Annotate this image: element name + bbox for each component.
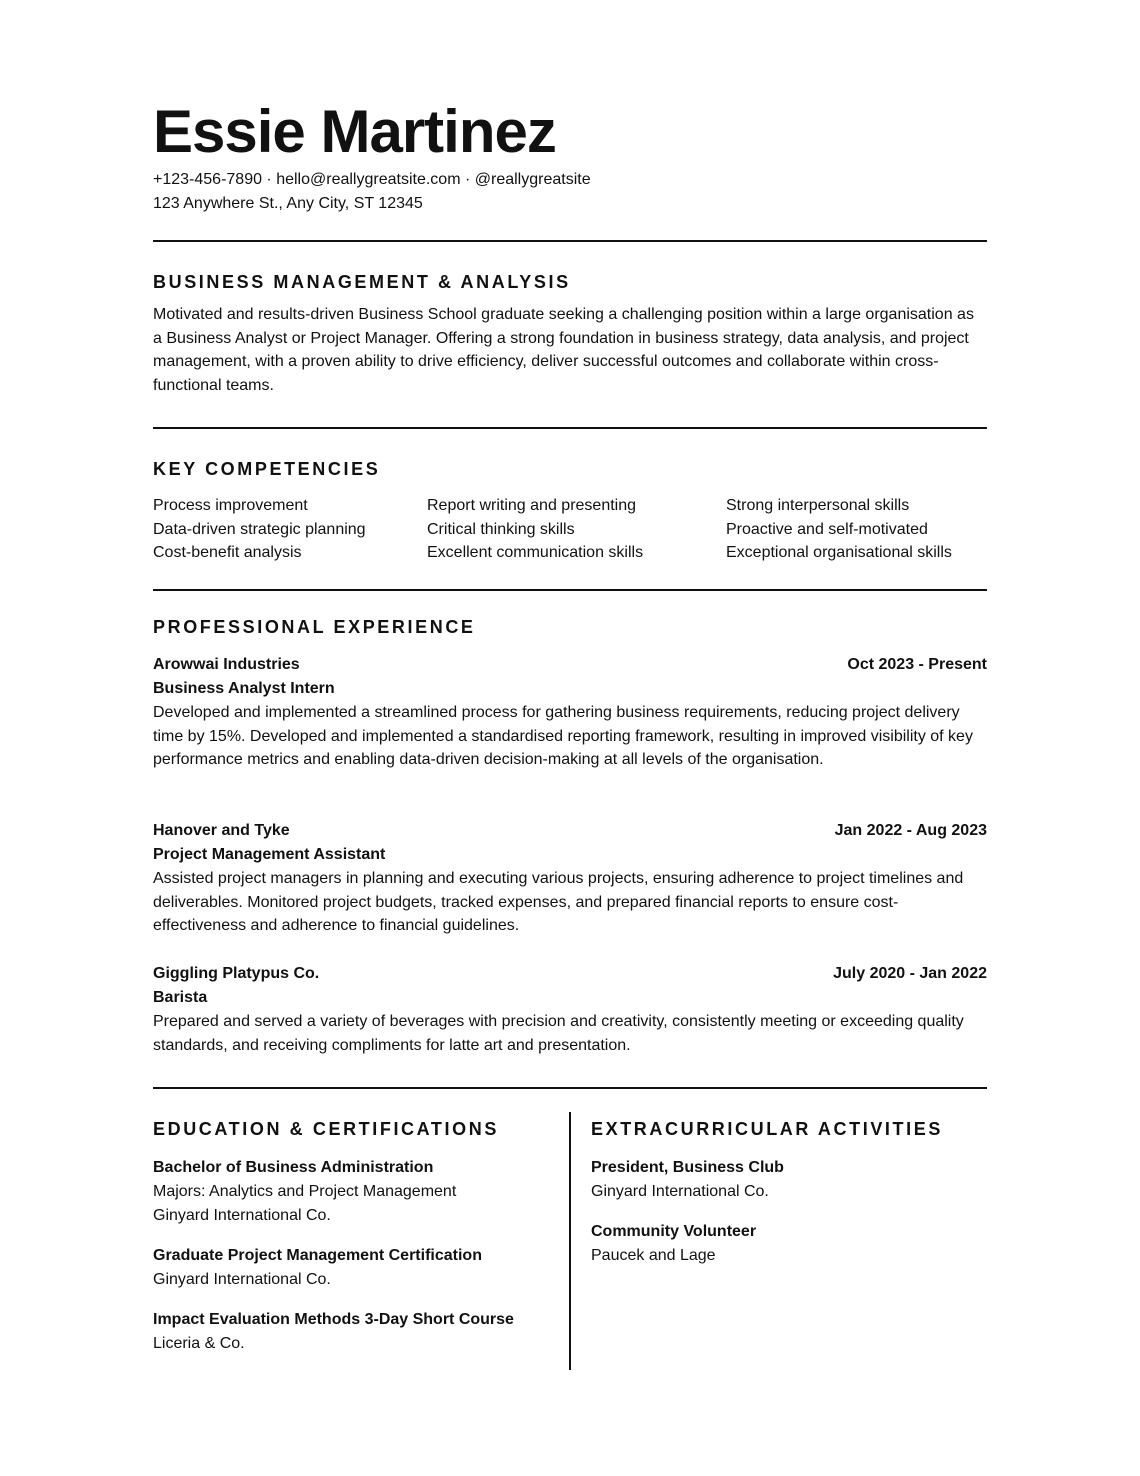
summary-title: BUSINESS MANAGEMENT & ANALYSIS <box>153 272 571 292</box>
job-entry <box>153 819 987 938</box>
competency-column <box>427 494 643 565</box>
entry-line: Paucek and Lage <box>591 1247 716 1264</box>
entry-title: Community Volunteer <box>591 1223 757 1240</box>
job-role: Barista <box>153 989 208 1006</box>
job-company: Arowwai Industries <box>153 656 300 673</box>
competency-item: Excellent communication skills <box>427 544 644 562</box>
divider-rule <box>153 1087 987 1089</box>
competency-item: Report writing and presenting <box>427 497 637 514</box>
competency-item: Proactive and self-motivated <box>726 520 928 538</box>
entry-title: Graduate Project Management Certification <box>153 1247 482 1264</box>
job-header <box>153 962 987 986</box>
extracurricular-title: EXTRACURRICULAR ACTIVITIES <box>591 1119 943 1139</box>
activity-entry <box>591 1220 756 1268</box>
divider-rule <box>153 240 987 242</box>
column-divider <box>569 1112 571 1370</box>
entry-line: Majors: Analytics and Project Management <box>153 1183 457 1200</box>
contact-block <box>153 168 591 216</box>
divider-rule <box>153 589 987 591</box>
job-role: Business Analyst Intern <box>153 680 335 697</box>
job-description: Prepared and served a variety of beverages with precision and creativity, consistently meeting or exceeding quality standards, and receiving compliments for latte art and presentation. <box>153 1013 964 1054</box>
competency-item: Exceptional organisational skills <box>726 544 952 562</box>
job-dates: Jan 2022 - Aug 2023 <box>834 822 987 839</box>
entry-title: President, Business Club <box>591 1159 784 1176</box>
competency-item: Critical thinking skills <box>427 520 575 538</box>
job-dates: Oct 2023 - Present <box>847 656 987 673</box>
entry-title: Impact Evaluation Methods 3-Day Short Course <box>153 1311 514 1328</box>
job-description: Developed and implemented a streamlined process for gathering business requirements, reducing project delivery time by 15%. Developed and implemented a standardised reporting framework, resulting in improved visibility of key performance metrics and enabling data-driven decision-making at all levels of the organisation. <box>153 704 973 769</box>
competency-item: Process improvement <box>153 497 308 514</box>
job-header <box>153 653 987 677</box>
entry-line: Ginyard International Co. <box>153 1271 331 1288</box>
competency-column <box>726 494 952 565</box>
job-company: Giggling Platypus Co. <box>153 965 320 982</box>
candidate-name: Essie Martinez <box>153 98 556 165</box>
activity-entry <box>591 1156 784 1204</box>
address-line: 123 Anywhere St., Any City, ST 12345 <box>153 195 423 212</box>
experience-title: PROFESSIONAL EXPERIENCE <box>153 617 476 637</box>
competencies-title: KEY COMPETENCIES <box>153 459 381 479</box>
entry-title: Bachelor of Business Administration <box>153 1159 434 1176</box>
summary-text: Motivated and results-driven Business School graduate seeking a challenging position within a large organisation as a Business Analyst or Project Manager. Offering a strong foundation in business strategy, data analysis, and project management, with a proven ability to drive efficiency, deliver successful outcomes and collaborate within cross-functional teams. <box>153 306 974 394</box>
job-dates: July 2020 - Jan 2022 <box>833 965 987 982</box>
education-entry <box>153 1244 482 1292</box>
contact-line: +123-456-7890 · hello@reallygreatsite.com · @reallygreatsite <box>153 171 591 188</box>
entry-line: Ginyard International Co. <box>153 1207 331 1224</box>
job-header <box>153 819 987 843</box>
competency-column <box>153 494 366 565</box>
job-company: Hanover and Tyke <box>153 822 290 839</box>
education-title: EDUCATION & CERTIFICATIONS <box>153 1119 499 1139</box>
job-description: Assisted project managers in planning and executing various projects, ensuring adherence to project timelines and deliverables. Monitored project budgets, tracked expenses, and prepared financial reports to ensure cost-effectiveness and adherence to financial guidelines. <box>153 870 964 935</box>
divider-rule <box>153 427 987 429</box>
job-role: Project Management Assistant <box>153 846 386 863</box>
entry-line: Ginyard International Co. <box>591 1183 769 1200</box>
education-entry <box>153 1156 456 1228</box>
entry-line: Liceria & Co. <box>153 1335 245 1352</box>
job-entry <box>153 653 987 772</box>
education-entry <box>153 1308 514 1356</box>
competency-item: Strong interpersonal skills <box>726 497 910 514</box>
competency-item: Data-driven strategic planning <box>153 520 366 538</box>
job-entry <box>153 962 987 1057</box>
competency-item: Cost-benefit analysis <box>153 544 302 562</box>
